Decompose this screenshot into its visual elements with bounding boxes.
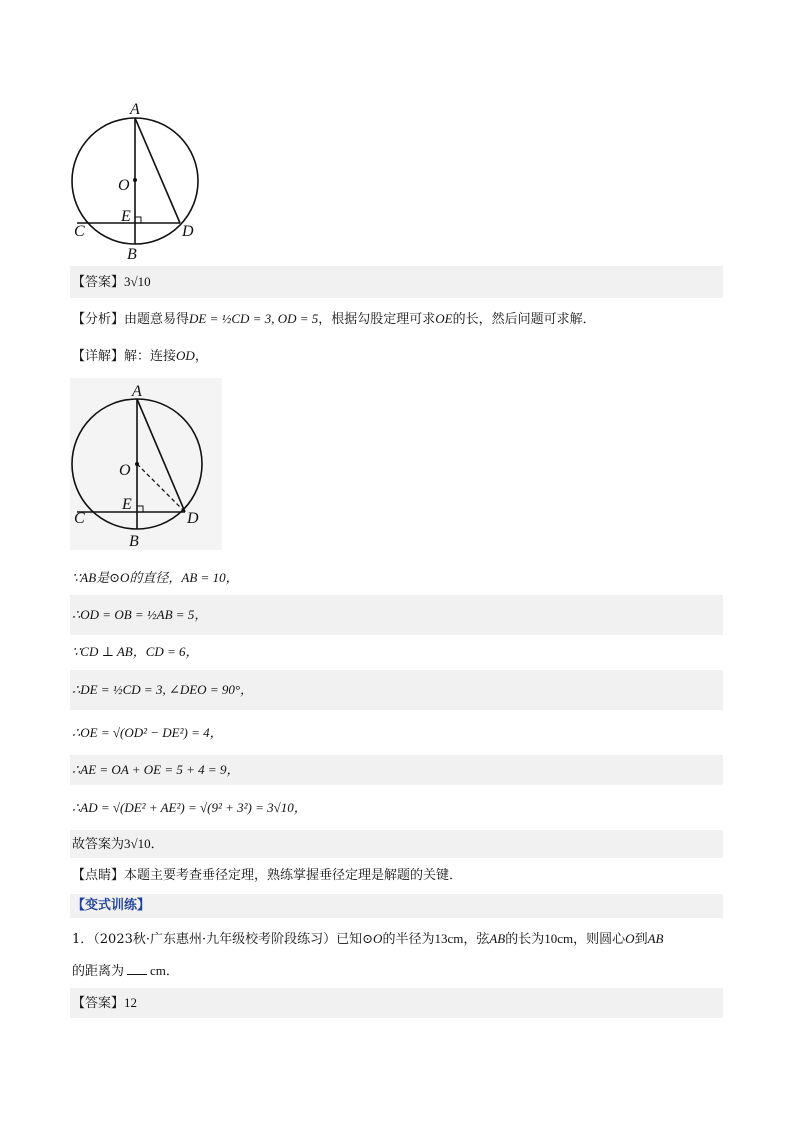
label-d: D xyxy=(187,510,199,527)
final-answer-row: 故答案为3√10． xyxy=(70,830,723,858)
analysis-row: 【分析】由题意易得DE = ½CD = 3, OD = 5，根据勾股定理可求OE的长，然后问题可求解． xyxy=(72,311,596,327)
detail-row: 【详解】解：连接OD， xyxy=(72,348,208,364)
answer-value: 3√10 xyxy=(124,274,151,289)
step-4: ∴DE = ½CD = 3, ∠DEO = 90°， xyxy=(70,670,723,710)
step-6: ∴AE = OA + OE = 5 + 4 = 9， xyxy=(70,755,723,785)
circle-figure-2 xyxy=(62,378,222,550)
label-b: B xyxy=(129,533,139,550)
label-o: O xyxy=(118,177,130,194)
circle-figure-1 xyxy=(62,96,222,266)
center-dot xyxy=(135,462,139,466)
figure-shade xyxy=(70,378,222,550)
center-dot xyxy=(133,178,137,182)
answer-2-row: 【答案】12 xyxy=(70,988,723,1018)
label-e: E xyxy=(122,496,132,513)
label-e: E xyxy=(121,208,131,225)
step-7: ∴AD = √(DE² + AE²) = √(9² + 3²) = 3√10， xyxy=(72,800,307,815)
analysis-expr: DE = ½CD = 3, OD = 5 xyxy=(189,311,319,326)
label-a: A xyxy=(130,101,140,118)
label-a: A xyxy=(132,383,142,400)
answer-blank[interactable] xyxy=(127,974,147,975)
step-2: ∴OD = OB = ½AB = 5， xyxy=(70,595,723,635)
segment-ad xyxy=(135,118,180,223)
label-b: B xyxy=(127,246,137,263)
question-1-line-2: 的距离为 cm． xyxy=(72,963,179,979)
question-1-line-1: 1．（2023秋·广东惠州·九年级校考阶段练习）已知⊙O的半径为13cm，弦AB的长为10cm，则圆心O到AB xyxy=(72,931,664,947)
label-o: O xyxy=(119,462,131,479)
comment-row: 【点睛】本题主要考查垂径定理，熟练掌握垂径定理是解题的关键． xyxy=(72,868,463,883)
step-5: ∴OE = √(OD² − DE²) = 4， xyxy=(72,725,223,740)
step-3: ∵CD ⊥ AB，CD = 6， xyxy=(72,644,199,659)
answer-row: 【答案】3√10 xyxy=(70,266,723,298)
label-d: D xyxy=(182,223,194,240)
step-1: ∵AB是⊙O的直径，AB = 10， xyxy=(72,570,239,585)
label-c: C xyxy=(74,510,85,527)
label-c: C xyxy=(74,223,85,240)
right-angle-mark xyxy=(135,217,141,223)
section-heading: 【变式训练】 xyxy=(70,894,723,918)
